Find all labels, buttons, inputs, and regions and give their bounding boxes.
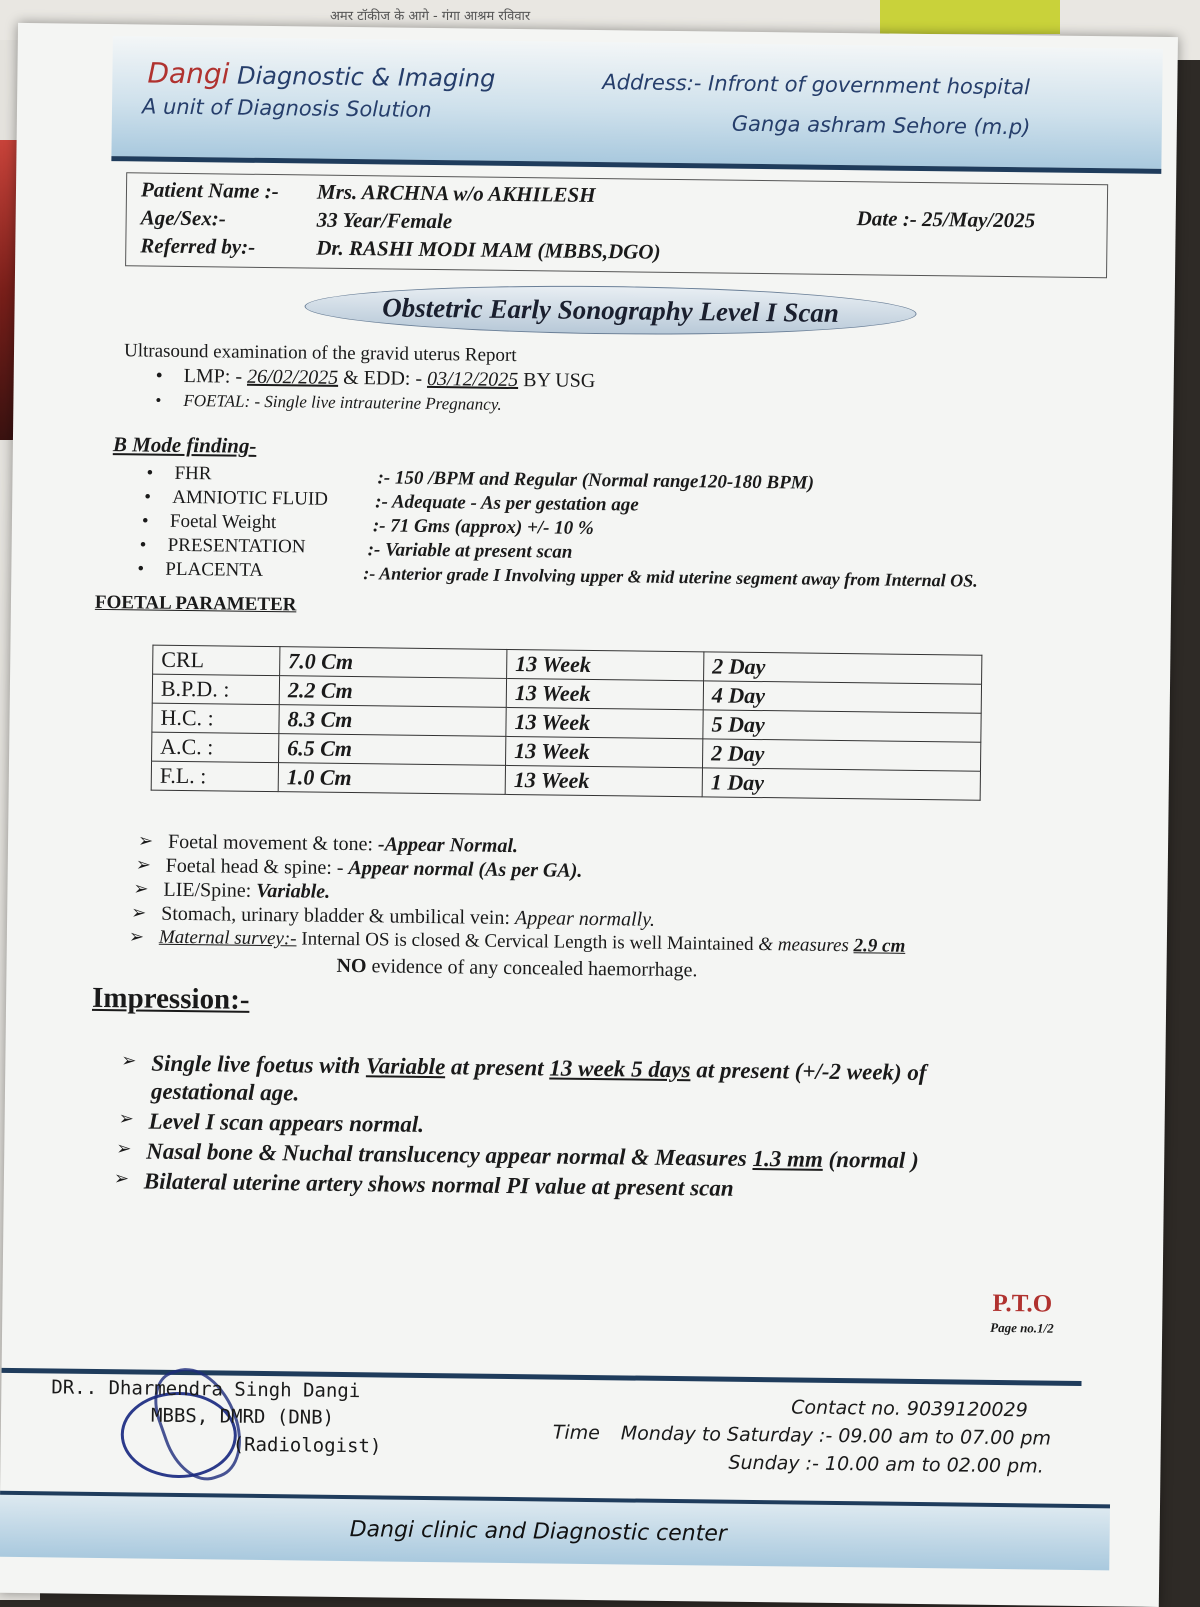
observation-value: Appear normally.	[514, 907, 656, 931]
bmode-label-fhr: • FHR	[174, 463, 211, 485]
observation-value: Variable.	[256, 879, 331, 903]
measure-cell: 7.0 Cm	[280, 647, 507, 679]
haemorrhage-line	[336, 955, 697, 982]
haemorrhage-text: evidence of any concealed haemorrhage.	[371, 955, 698, 982]
day-cell: 1 Day	[702, 768, 980, 800]
pto-mark: P.T.O	[992, 1289, 1053, 1318]
foetal-parameter-table	[151, 645, 983, 801]
impression-variable: Variable	[365, 1053, 446, 1080]
bmode-value-placenta: :- Anterior grade I Involving upper & mid uterine segment away from Internal OS.	[363, 563, 978, 591]
observation-label: Stomach, urinary bladder & umbilical vein:	[161, 902, 511, 929]
impression-item-2: ➢ Level I scan appears normal.	[148, 1109, 424, 1138]
foetal-parameter-heading: FOETAL PARAMETER	[94, 591, 297, 616]
measure-cell: 2.2 Cm	[279, 676, 506, 708]
day-cell: 4 Day	[703, 681, 981, 713]
lmp-edd-line	[184, 365, 596, 393]
day-cell: 2 Day	[702, 739, 980, 771]
week-cell: 13 Week	[506, 678, 703, 709]
observation-value: -Appear Normal.	[377, 833, 519, 858]
observation-movement	[168, 831, 518, 858]
age-sex-label: Age/Sex:-	[140, 205, 226, 231]
edd-label: & EDD: -	[343, 366, 423, 390]
lmp-label: LMP: -	[183, 364, 243, 388]
patient-name-label: Patient Name :-	[140, 177, 279, 204]
doctor-qualification: MBBS, DMRD (DNB)	[150, 1404, 335, 1429]
impression-text: (normal )	[828, 1146, 919, 1174]
observation-label: Foetal movement & tone:	[167, 830, 374, 856]
patient-info-box	[125, 172, 1108, 278]
maternal-survey	[159, 927, 906, 958]
impression-gestation: 13 week 5 days	[549, 1055, 691, 1083]
bmode-label-presentation: • PRESENTATION	[168, 535, 306, 559]
patient-name-value: Mrs. ARCHNA w/o AKHILESH	[316, 179, 596, 207]
bmode-value-amniotic: :- Adequate - As per gestation age	[375, 491, 639, 516]
bmode-value-presentation: :- Variable at present scan	[367, 539, 573, 563]
foetal-line: • FOETAL: - Single live intrauterine Pregnancy.	[183, 391, 501, 415]
observation-label: Foetal head & spine: -	[165, 854, 344, 879]
background-hindi-text: अमर टॉकीज के आगे - गंगा आश्रम रविवार	[330, 9, 531, 24]
bmode-label-amniotic: • AMNIOTIC FLUID	[172, 487, 328, 511]
impression-item-3	[146, 1139, 919, 1174]
maternal-label: Maternal survey:-	[158, 926, 297, 950]
impression-item-1-cont: gestational age.	[150, 1078, 300, 1106]
measure-cell: 1.0 Cm	[278, 763, 505, 795]
bmode-value-weight: :- 71 Gms (approx) +/- 10 %	[372, 515, 594, 539]
lmp-value: 26/02/2025	[246, 365, 339, 389]
report-date: Date :- 25/May/2025	[856, 206, 1036, 233]
impression-text: Single live foetus with	[151, 1050, 361, 1079]
measure-cell: 6.5 Cm	[279, 734, 506, 766]
impression-text: at present (+/-2 week) of	[696, 1057, 927, 1086]
param-cell: B.P.D. :	[152, 674, 279, 705]
impression-text: at present	[450, 1054, 544, 1081]
brand-title	[147, 56, 495, 93]
edd-suffix: BY USG	[523, 369, 596, 392]
week-cell: 13 Week	[506, 707, 703, 738]
measure-cell: 8.3 Cm	[279, 705, 506, 737]
param-cell: F.L. :	[151, 761, 278, 792]
param-cell: A.C. :	[152, 732, 279, 763]
bmode-label-weight: • Foetal Weight	[170, 511, 277, 534]
letterhead	[111, 36, 1162, 174]
week-cell: 13 Week	[506, 736, 703, 767]
referred-by-value: Dr. RASHI MODI MAM (MBBS,DGO)	[316, 235, 661, 264]
time-label: Time	[552, 1421, 601, 1445]
day-cell: 2 Day	[704, 652, 982, 684]
week-cell: 13 Week	[505, 765, 702, 796]
bmode-label-placenta: • PLACENTA	[165, 559, 263, 582]
observation-value: Appear normal (As per GA).	[348, 857, 583, 882]
observation-lie-spine	[163, 879, 330, 904]
address-line-2: Ganga ashram Sehore (m.p)	[731, 111, 1031, 140]
footer-band	[0, 1491, 1110, 1571]
page-number: Page no.1/2	[990, 1319, 1054, 1336]
bmode-heading: B Mode finding-	[112, 432, 257, 458]
unit-line: A unit of Diagnosis Solution	[141, 94, 432, 122]
impression-heading: Impression:-	[91, 981, 250, 1016]
intro-line: Ultrasound examination of the gravid uterus Report	[123, 340, 517, 367]
age-sex-value: 33 Year/Female	[316, 207, 453, 234]
doctor-role: (Radiologist)	[232, 1433, 382, 1458]
report-page	[0, 23, 1178, 1607]
edd-value: 03/12/2025	[426, 367, 519, 392]
param-cell: H.C. :	[152, 703, 279, 734]
maternal-measure-value: 2.9 cm	[853, 935, 906, 957]
impression-item-4: ➢ Bilateral uterine artery shows normal PI value at present scan	[144, 1169, 734, 1202]
impression-nt-value: 1.3 mm	[752, 1145, 824, 1172]
address-line-1: Address:- Infront of government hospital	[602, 70, 1031, 100]
bmode-value-fhr: :- 150 /BPM and Regular (Normal range120-180 BPM)	[377, 467, 815, 494]
param-cell: CRL	[153, 645, 280, 676]
referred-by-label: Referred by:-	[140, 233, 256, 259]
sunday-hours: Sunday :- 10.00 am to 02.00 pm.	[728, 1451, 1044, 1478]
brand-subtitle: Diagnostic & Imaging	[236, 61, 496, 93]
maternal-text: Internal OS is closed & Cervical Length is well Maintained	[301, 928, 754, 955]
observation-label: LIE/Spine:	[163, 878, 252, 902]
center-name: Dangi clinic and Diagnostic center	[349, 1517, 728, 1547]
report-title: Obstetric Early Sonography Level I Scan	[304, 282, 917, 337]
week-cell: 13 Week	[507, 649, 704, 680]
background-green-strip	[880, 0, 1060, 34]
maternal-measure-label: & measures	[758, 934, 849, 957]
impression-text: Nasal bone & Nuchal translucency appear normal & Measures	[146, 1138, 747, 1171]
contact-number: Contact no. 9039120029	[791, 1396, 1028, 1422]
doctor-name: DR.. Dharmendra Singh Dangi	[51, 1376, 361, 1403]
day-cell: 5 Day	[703, 710, 981, 742]
weekday-hours: Monday to Saturday :- 09.00 am to 07.00 pm	[620, 1422, 1052, 1450]
haemorrhage-no: NO	[336, 954, 367, 978]
brand-name: Dangi	[147, 56, 230, 91]
